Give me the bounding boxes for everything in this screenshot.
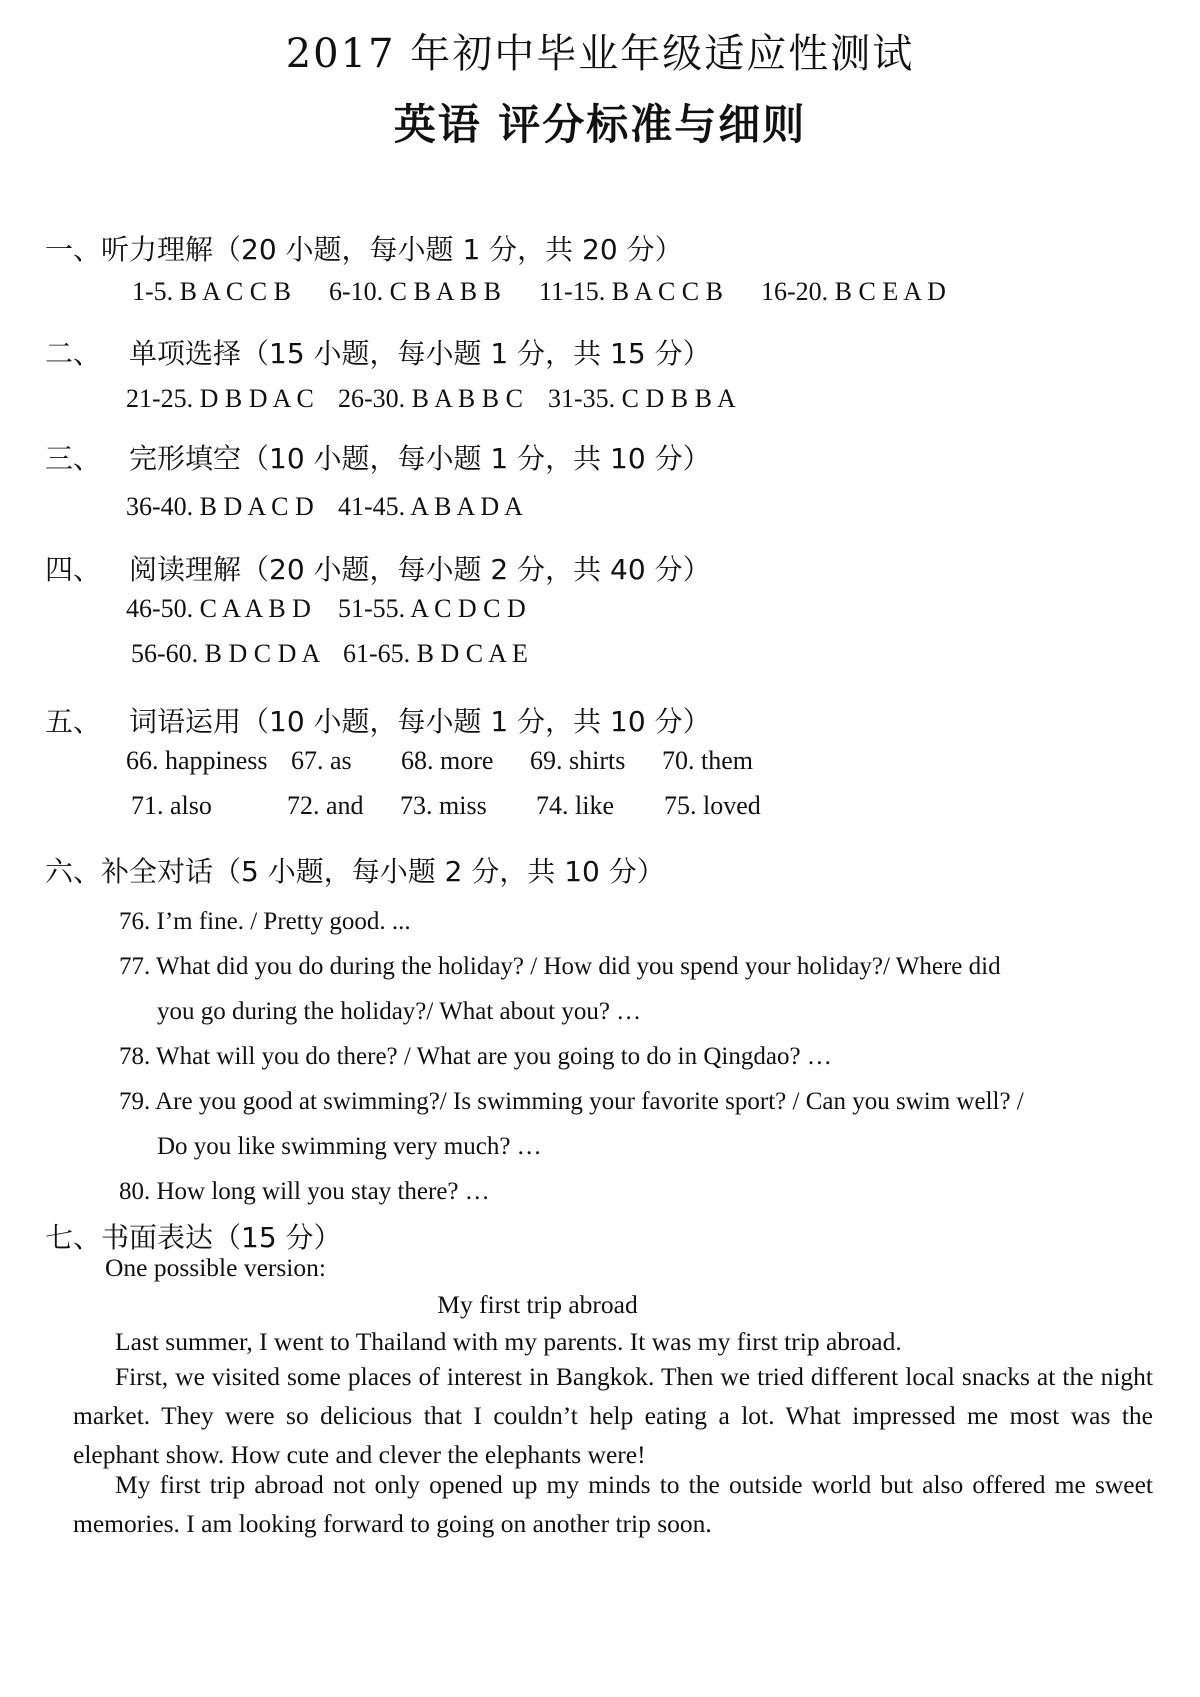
answer-group: 6-10. C B A B B	[329, 277, 501, 306]
answer-item: 70. them	[662, 746, 753, 775]
essay-paragraph: First, we visited some places of interest in Bangkok. Then we tried different local snacks at the night market. They were so delicious that I couldn’t help eating a lot. What impressed me most was the elephant show. How cute and clever the elephants were!	[73, 1362, 1153, 1469]
document-subtitle: 英语 评分标准与细则	[393, 100, 807, 149]
answer-row	[126, 594, 526, 624]
answer-row	[126, 746, 753, 776]
answer-item: 66. happiness	[126, 746, 268, 775]
answer-item: 73. miss	[400, 791, 487, 820]
section-3-number: 三、	[45, 442, 102, 475]
dialogue-answer: 76. I’m fine. / Pretty good. ...	[119, 908, 411, 935]
answer-group: 1-5. B A C C B	[132, 277, 291, 306]
section-2-title: 单项选择（15 小题，每小题 1 分，共 15 分）	[129, 337, 711, 370]
section-4-heading	[45, 548, 711, 588]
answer-row	[132, 277, 946, 307]
essay-paragraph: My first trip abroad not only opened up my minds to the outside world but also offered me sweet memories. I am looking forward to going on another trip soon.	[73, 1470, 1153, 1538]
dialogue-answer-continued: Do you like swimming very much? …	[157, 1133, 542, 1160]
answer-group: 46-50. C A A B D	[126, 594, 311, 623]
section-5-number: 五、	[45, 705, 102, 738]
answer-item: 71. also	[131, 791, 212, 820]
document-title: 2017 年初中毕业年级适应性测试	[285, 31, 915, 77]
section-4-title: 阅读理解（20 小题，每小题 2 分，共 40 分）	[129, 553, 711, 586]
answer-group: 36-40. B D A C D	[126, 492, 314, 521]
answer-group: 11-15. B A C C B	[539, 277, 723, 306]
answer-item: 68. more	[401, 746, 494, 775]
answer-item: 74. like	[536, 791, 614, 820]
answer-item: 67. as	[291, 746, 352, 775]
section-5-heading	[45, 700, 711, 740]
section-6-title: 补全对话（5 小题，每小题 2 分，共 10 分）	[101, 855, 665, 888]
section-1-heading	[45, 228, 683, 268]
section-4-number: 四、	[45, 553, 102, 586]
essay-intro: One possible version:	[105, 1253, 326, 1282]
answer-row	[131, 639, 528, 669]
section-7-number: 七、	[45, 1221, 102, 1254]
section-6-number: 六、	[45, 855, 102, 888]
essay-title: My first trip abroad	[437, 1290, 638, 1319]
section-1-title: 听力理解（20 小题，每小题 1 分，共 20 分）	[101, 233, 683, 266]
answer-group: 51-55. A C D C D	[338, 594, 526, 623]
section-3-title: 完形填空（10 小题，每小题 1 分，共 10 分）	[129, 442, 711, 475]
section-7-heading	[45, 1216, 342, 1256]
dialogue-answer: 80. How long will you stay there? …	[119, 1178, 490, 1205]
section-2-heading	[45, 332, 711, 372]
answer-group: 21-25. D B D A C	[126, 384, 314, 413]
section-7-title: 书面表达（15 分）	[101, 1221, 342, 1254]
dialogue-answer-continued: you go during the holiday?/ What about you? …	[157, 998, 642, 1025]
section-3-heading	[45, 437, 711, 477]
answer-group: 26-30. B A B B C	[338, 384, 523, 413]
essay-paragraph: Last summer, I went to Thailand with my parents. It was my first trip abroad.	[115, 1327, 902, 1356]
answer-item: 69. shirts	[530, 746, 626, 775]
answer-item: 72. and	[287, 791, 364, 820]
answer-group: 31-35. C D B B A	[548, 384, 736, 413]
answer-item: 75. loved	[664, 791, 761, 820]
answer-row	[131, 791, 761, 821]
section-5-title: 词语运用（10 小题，每小题 1 分，共 10 分）	[129, 705, 711, 738]
section-1-number: 一、	[45, 233, 102, 266]
answer-row	[126, 384, 736, 414]
section-2-number: 二、	[45, 337, 102, 370]
dialogue-answer: 79. Are you good at swimming?/ Is swimming your favorite sport? / Can you swim well? /	[119, 1088, 1024, 1115]
answer-group: 56-60. B D C D A	[131, 639, 321, 668]
answer-group: 61-65. B D C A E	[343, 639, 528, 668]
answer-group: 16-20. B C E A D	[761, 277, 946, 306]
answer-row	[126, 492, 523, 522]
answer-group: 41-45. A B A D A	[338, 492, 523, 521]
section-6-heading	[45, 850, 665, 890]
dialogue-answer: 78. What will you do there? / What are you going to do in Qingdao? …	[119, 1043, 832, 1070]
dialogue-answer: 77. What did you do during the holiday? / How did you spend your holiday?/ Where did	[119, 953, 1001, 980]
